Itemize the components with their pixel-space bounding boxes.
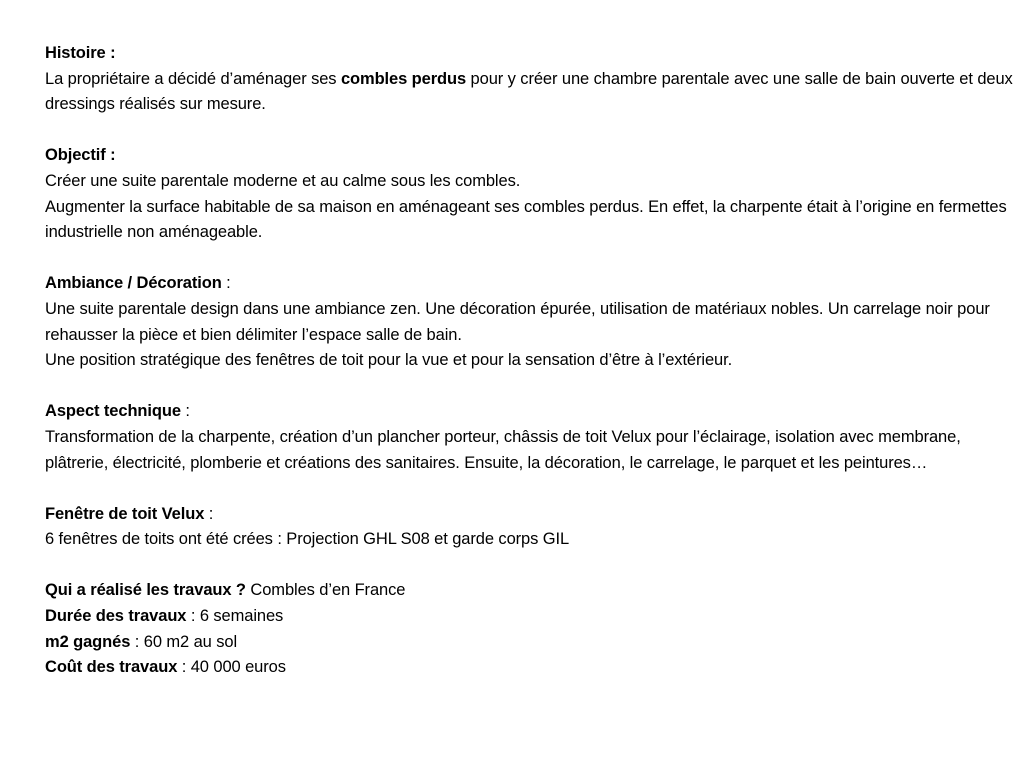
section-histoire (45, 41, 1015, 118)
fact-m2 (45, 630, 1015, 656)
fact-m2-label: m2 gagnés (45, 632, 131, 651)
ambiance-line-1: Une suite parentale design dans une ambiance zen. Une décoration épurée, utilisation de matériaux nobles. Un carrelage noir pour rehausser la pièce et bien délimiter l’espace salle de bain. (45, 299, 990, 344)
aspect-heading: Aspect technique (45, 402, 181, 421)
slide-content (45, 41, 1015, 681)
fenetre-heading-suffix: : (204, 504, 214, 523)
fact-realise-value: Combles d’en France (245, 581, 406, 600)
histoire-paragraph (45, 67, 1015, 118)
fenetre-heading-line (45, 502, 1015, 528)
fact-cout (45, 655, 1015, 681)
objectif-line-2: Augmenter la surface habitable de sa maison en aménageant ses combles perdus. En effet, la charpente était à l’origine en fermettes industrielle non aménageable. (45, 197, 1007, 242)
fenetre-heading: Fenêtre de toit Velux (45, 504, 205, 523)
fenetre-paragraph: 6 fenêtres de toits ont été crées : Projection GHL S08 et garde corps GIL (45, 530, 570, 549)
section-objectif (45, 143, 1015, 245)
fact-realise (45, 578, 1015, 604)
section-fenetre-velux (45, 502, 1015, 553)
fact-duree (45, 604, 1015, 630)
fact-realise-label: Qui a réalisé les travaux ? (45, 581, 246, 600)
fact-cout-label: Coût des travaux (45, 658, 178, 677)
section-aspect-technique (45, 399, 1015, 476)
ambiance-heading-suffix: : (221, 274, 231, 293)
section-facts (45, 578, 1015, 680)
histoire-bold-text: combles perdus (340, 69, 467, 88)
histoire-text-before: La propriétaire a décidé d’aménager ses (45, 69, 341, 88)
aspect-paragraph: Transformation de la charpente, création d’un plancher porteur, châssis de toit Velux pour l’éclairage, isolation avec membrane, plâtrerie, électricité, plomberie et créations des sanitaires. Ensuite, la décoration, le carrelage, le parquet et les peintures… (45, 427, 961, 472)
objectif-heading: Objectif : (45, 146, 116, 165)
ambiance-heading-line (45, 271, 1015, 297)
histoire-text-after: pour y créer une chambre parentale avec une salle de bain ouverte et deux dressings réalisés sur mesure. (45, 69, 1013, 114)
fact-duree-value: : 6 semaines (186, 607, 284, 626)
fact-duree-label: Durée des travaux (45, 607, 187, 626)
ambiance-line-2: Une position stratégique des fenêtres de toit pour la vue et pour la sensation d’être à l’extérieur. (45, 351, 733, 370)
histoire-heading: Histoire : (45, 44, 116, 62)
section-ambiance (45, 271, 1015, 373)
ambiance-heading: Ambiance / Décoration (45, 274, 222, 293)
fact-cout-value: : 40 000 euros (177, 658, 286, 677)
aspect-heading-suffix: : (180, 402, 190, 421)
objectif-line-1: Créer une suite parentale moderne et au calme sous les combles. (45, 171, 521, 190)
aspect-heading-line (45, 399, 1015, 425)
fact-m2-value: : 60 m2 au sol (130, 632, 238, 651)
